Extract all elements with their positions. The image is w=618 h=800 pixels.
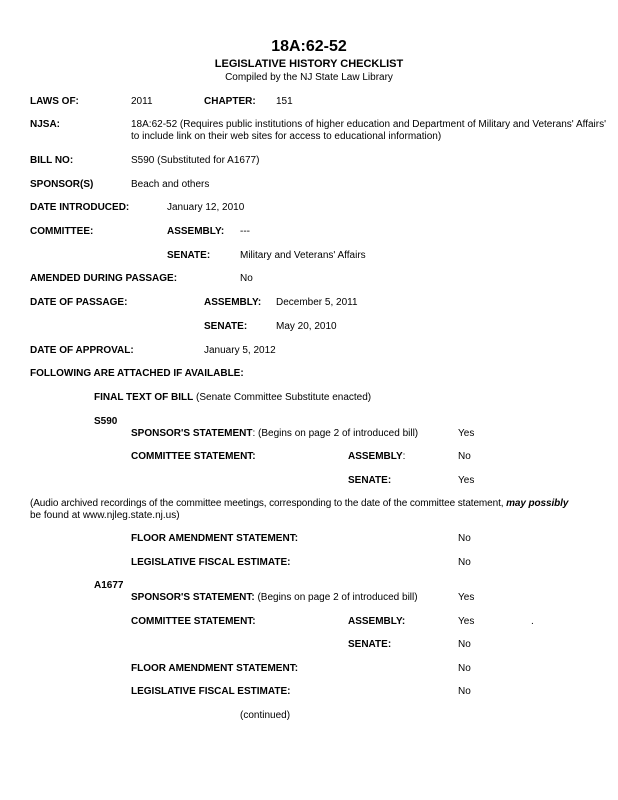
chapter-label: CHAPTER: — [204, 96, 256, 107]
s590-senate-value: Yes — [458, 475, 475, 486]
s590-fiscal-value: No — [458, 557, 471, 568]
laws-of-label: LAWS OF: — [30, 96, 79, 107]
s590-floor-label: FLOOR AMENDMENT STATEMENT: — [131, 533, 299, 544]
s590-sponsor-note: : (Begins on page 2 of introduced bill) — [252, 428, 419, 439]
a1677-senate-value: No — [458, 639, 471, 650]
bill-no-value: S590 (Substituted for A1677) — [131, 155, 260, 166]
s590-assembly-colon: : — [402, 451, 406, 462]
audio-note-line-2: be found at www.njleg.state.nj.us) — [30, 510, 180, 521]
compiled-by: Compiled by the NJ State Law Library — [225, 72, 393, 83]
page-subtitle: LEGISLATIVE HISTORY CHECKLIST — [214, 58, 404, 70]
a1677-sponsor-row — [131, 592, 418, 604]
date-of-passage-label: DATE OF PASSAGE: — [30, 297, 128, 308]
s590-sponsor-row — [131, 428, 418, 440]
continued-note: (continued) — [240, 710, 291, 721]
laws-of-value: 2011 — [131, 96, 153, 107]
committee-senate-label: SENATE: — [167, 250, 211, 261]
chapter-value: 151 — [276, 96, 293, 107]
passage-assembly-label: ASSEMBLY: — [204, 297, 262, 308]
s590-floor-value: No — [458, 533, 471, 544]
a1677-assembly-value: Yes — [458, 616, 475, 627]
s590-bill-label: S590 — [94, 416, 118, 427]
final-text-label: FINAL TEXT OF BILL — [94, 392, 194, 403]
committee-senate-value: Military and Veterans' Affairs — [240, 250, 366, 261]
s590-sponsor-label: SPONSOR'S STATEMENT — [131, 428, 253, 439]
passage-senate-value: May 20, 2010 — [276, 321, 337, 332]
audio-note-text: (Audio archived recordings of the committee meetings, corresponding to the date of the committee statement, — [30, 498, 507, 509]
amended-label: AMENDED DURING PASSAGE: — [30, 273, 178, 284]
final-text-note: (Senate Committee Substitute enacted) — [196, 392, 372, 403]
committee-assembly-value: --- — [240, 226, 250, 237]
sponsors-label: SPONSOR(S) — [30, 179, 94, 190]
a1677-bill-label: A1677 — [94, 580, 124, 591]
a1677-floor-label: FLOOR AMENDMENT STATEMENT: — [131, 663, 299, 674]
s590-assembly-value: No — [458, 451, 471, 462]
a1677-assembly-label: ASSEMBLY: — [348, 616, 406, 627]
s590-committee-label: COMMITTEE STATEMENT: — [131, 451, 256, 462]
s590-assembly-label: ASSEMBLY — [348, 451, 403, 462]
date-introduced-value: January 12, 2010 — [167, 202, 245, 213]
passage-senate-label: SENATE: — [204, 321, 248, 332]
audio-note-line-1 — [30, 498, 568, 510]
date-of-approval-label: DATE OF APPROVAL: — [30, 345, 134, 356]
committee-label: COMMITTEE: — [30, 226, 94, 237]
final-text-row — [94, 392, 371, 404]
page-title: 18A:62-52 — [271, 38, 347, 55]
passage-assembly-value: December 5, 2011 — [276, 297, 358, 308]
a1677-committee-label: COMMITTEE STATEMENT: — [131, 616, 256, 627]
njsa-line-2: to include link on their web sites for access to educational information) — [131, 131, 442, 142]
a1677-fiscal-value: No — [458, 686, 471, 697]
following-heading: FOLLOWING ARE ATTACHED IF AVAILABLE: — [30, 368, 244, 379]
a1677-floor-value: No — [458, 663, 471, 674]
committee-assembly-label: ASSEMBLY: — [167, 226, 225, 237]
date-introduced-label: DATE INTRODUCED: — [30, 202, 130, 213]
njsa-label: NJSA: — [30, 119, 61, 130]
audio-note-emphasis: may possibly — [506, 498, 569, 509]
njsa-line-1: 18A:62-52 (Requires public institutions of higher education and Department of Military and Veterans' Affairs' — [131, 119, 607, 130]
a1677-sponsor-value: Yes — [458, 592, 475, 603]
a1677-stray-mark: . — [531, 616, 534, 627]
date-of-approval-value: January 5, 2012 — [204, 345, 276, 356]
s590-fiscal-label: LEGISLATIVE FISCAL ESTIMATE: — [131, 557, 291, 568]
s590-sponsor-value: Yes — [458, 428, 475, 439]
s590-senate-label: SENATE: — [348, 475, 392, 486]
a1677-sponsor-label: SPONSOR'S STATEMENT: — [131, 592, 255, 603]
a1677-fiscal-label: LEGISLATIVE FISCAL ESTIMATE: — [131, 686, 291, 697]
s590-assembly-row — [348, 451, 405, 463]
sponsors-value: Beach and others — [131, 179, 210, 190]
amended-value: No — [240, 273, 253, 284]
bill-no-label: BILL NO: — [30, 155, 74, 166]
a1677-sponsor-note: (Begins on page 2 of introduced bill) — [254, 592, 418, 603]
a1677-senate-label: SENATE: — [348, 639, 392, 650]
